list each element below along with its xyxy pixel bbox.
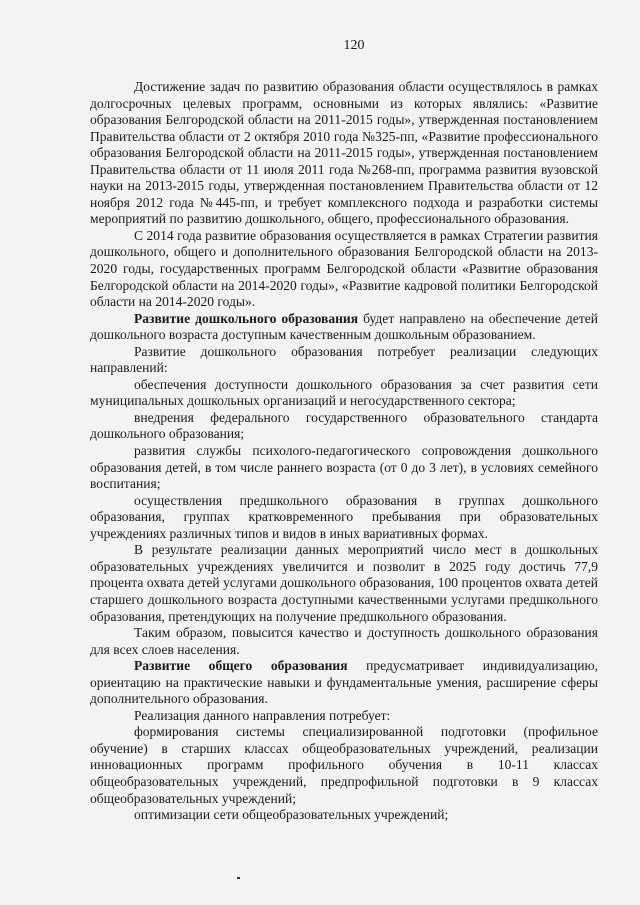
- paragraph-text: Реализация данного направления потребует:: [134, 707, 391, 723]
- paragraph-achievement: [90, 79, 598, 228]
- list-item-standard: [90, 410, 598, 443]
- paragraph-text: обеспечения доступности дошкольного образования за счет развития сети муниципальных дошкольных организаций и негосударственного сектора;: [90, 376, 598, 409]
- paragraph-text: осуществления предшкольного образования в группах дошкольного образования, группах кратковременного пребывания при образовательных учреждениях различных типов и видов в иных вариативных формах.: [90, 492, 598, 541]
- paragraph-text: С 2014 года развитие образования осуществляется в рамках Стратегии развития дошкольного, общего и дополнительного образования Белгородской области на 2013-2020 годы, государственных программ Белгородской области «Развитие образования Белгородской области на 2014-2020 годы», «Развитие кадровой политики Белгородской области на 2014-2020 годы».: [90, 227, 598, 310]
- paragraph-preschool-development: [90, 311, 598, 344]
- paragraph-text: внедрения федерального государственного образовательного стандарта дошкольного образования;: [90, 409, 598, 442]
- bold-heading-general: Развитие общего образования: [134, 658, 348, 674]
- paragraph-text: будет направлено на обеспечение детей дошкольного возраста доступным качественным дошкольным образованием.: [90, 310, 599, 343]
- list-item-network-optimization: [90, 807, 598, 824]
- paragraph-conclusion: [90, 625, 598, 658]
- paragraph-results: [90, 542, 598, 625]
- paragraph-text: формирования системы специализированной подготовки (профильное обучение) в старших классах общеобразовательных учреждений, реализации инновационных программ профильного обучения в 10-11 классах общеобразовательных учреждений, предпрофильной подготовки в 9 классах общеобразовательных учреждений;: [90, 724, 598, 806]
- scan-speck: [237, 877, 240, 879]
- paragraph-implementation: [90, 708, 598, 725]
- paragraph-text: оптимизации сети общеобразовательных учреждений;: [134, 807, 449, 823]
- paragraph-text: Развитие дошкольного образования потребует реализации следующих направлений:: [90, 343, 598, 376]
- paragraph-text: Таким образом, повысится качество и доступность дошкольного образования для всех слоев населения.: [90, 625, 598, 657]
- paragraph-directions-intro: [90, 344, 598, 377]
- list-item-preschool-groups: [90, 493, 598, 543]
- paragraph-general-development: [90, 658, 598, 708]
- paragraph-text: Достижение задач по развитию образования области осуществлялось в рамках долгосрочных целевых программ, основными из которых являлись: «Развитие образования Белгородской области на 2011-2015 годы», утвержденная постановлением Правительства области от 2 октября 2010 года №325-пп, «Развитие профессионального образования Белгородской области на 2011-2015 годы», утвержденная постановлением Правительства области от 11 июля 2011 года №268-пп, программа развития вузовской науки на 2013-2015 годы, утвержденная постановлением Правительства области от 12 ноября 2012 года №445-пп, и требует комплексного подхода и разработки системы мероприятий по развитию дошкольного, общего, профессионального образования.: [90, 79, 598, 227]
- paragraph-text: предусматривает индивидуализацию, ориентацию на практические навыки и фундаментальные умения, расширение сферы дополнительного образования.: [90, 658, 598, 707]
- paragraph-text: развития службы психолого-педагогического сопровождения дошкольного образования детей, в том числе раннего возраста (от 0 до 3 лет), в условиях семейного воспитания;: [90, 443, 598, 492]
- list-item-profile-training: [90, 724, 598, 807]
- list-item-accessibility: [90, 377, 598, 410]
- page-number: 120: [343, 38, 365, 53]
- paragraph-since-2014: [90, 228, 598, 311]
- bold-heading-preschool: Развитие дошкольного образования: [134, 310, 359, 326]
- list-item-psych-support: [90, 443, 598, 493]
- paragraph-text: В результате реализации данных мероприятий число мест в дошкольных образовательных учреждениях увеличится и позволит в 2025 году достичь 77,9 процента охвата детей услугами дошкольного образования, 100 процентов охвата детей старшего дошкольного возраста доступными качественными услугами предшкольного образования, претендующих на получение предшкольного образования.: [90, 542, 598, 624]
